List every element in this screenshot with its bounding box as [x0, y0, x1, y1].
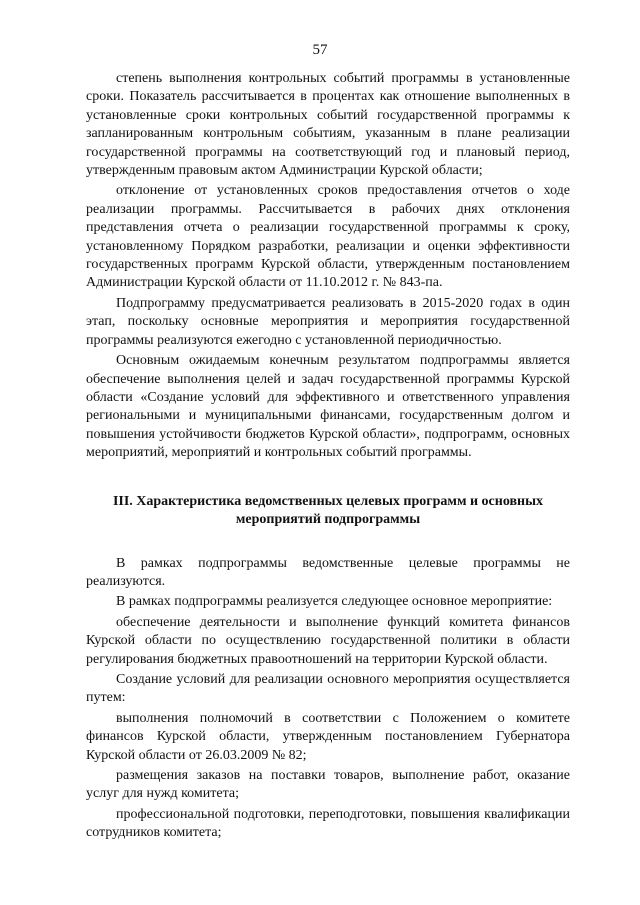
paragraph: В рамках подпрограммы ведомственные целевые программы не реализуются. [86, 555, 570, 589]
paragraph: выполнения полномочий в соответствии с Положением о комитете финансов Курской области, утвержденным постановлением Губернатора Курской области от 26.03.2009 № 82; [86, 710, 570, 763]
section-heading-line: III. Характеристика ведомственных целевых программ и основных [112, 493, 544, 509]
paragraph: отклонение от установленных сроков предоставления отчетов о ходе реализации программы. Рассчитывается в рабочих днях отклонения представления отчета о реализации государственной программы к сроку, установленному Порядком разработки, реализации и оценки эффективности государственных программ Курской области, утвержденным постановлением Администрации Курской области от 11.10.2012 г. № 843-па. [86, 183, 570, 291]
section-heading [86, 493, 570, 529]
paragraph: профессиональной подготовки, переподготовки, повышения квалификации сотрудников комитета; [86, 806, 570, 841]
paragraph: Основным ожидаемым конечным результатом подпрограммы является обеспечение выполнения целей и задач государственной программы Курской области «Создание условий для эффективного и ответственного управления региональными и муниципальными финансами, государственным долгом и повышения устойчивости бюджетов Курской области», подпрограмм, основных мероприятий, мероприятий и контрольных событий программы. [86, 353, 570, 461]
paragraph: В рамках подпрограммы реализуется следующее основное мероприятие: [116, 594, 553, 610]
paragraph: размещения заказов на поставки товаров, выполнение работ, оказание услуг для нужд комитета; [86, 768, 570, 802]
paragraph: степень выполнения контрольных событий программы в установленные сроки. Показатель рассчитывается в процентах как отношение выполненных в установленные сроки контрольных событий государственной программы к запланированным контрольным событиям, указанным в плане реализации государственной программы на соответствующий год и плановый период, утвержденным правовым актом Администрации Курской области; [86, 71, 570, 179]
document-body [86, 70, 570, 843]
paragraph: Создание условий для реализации основного мероприятия осуществляется путем: [86, 671, 570, 706]
paragraph: Подпрограмму предусматривается реализовать в 2015-2020 годах в один этап, поскольку основные мероприятия и мероприятия государственной программы реализуются ежегодно с установленной периодичностью. [86, 295, 570, 348]
section-heading-line: мероприятий подпрограммы [235, 511, 421, 527]
page-number: 57 [312, 42, 328, 58]
paragraph: обеспечение деятельности и выполнение функций комитета финансов Курской области по осуществлению государственной политики в области регулирования бюджетных правоотношений на территории Курской области. [86, 614, 570, 667]
